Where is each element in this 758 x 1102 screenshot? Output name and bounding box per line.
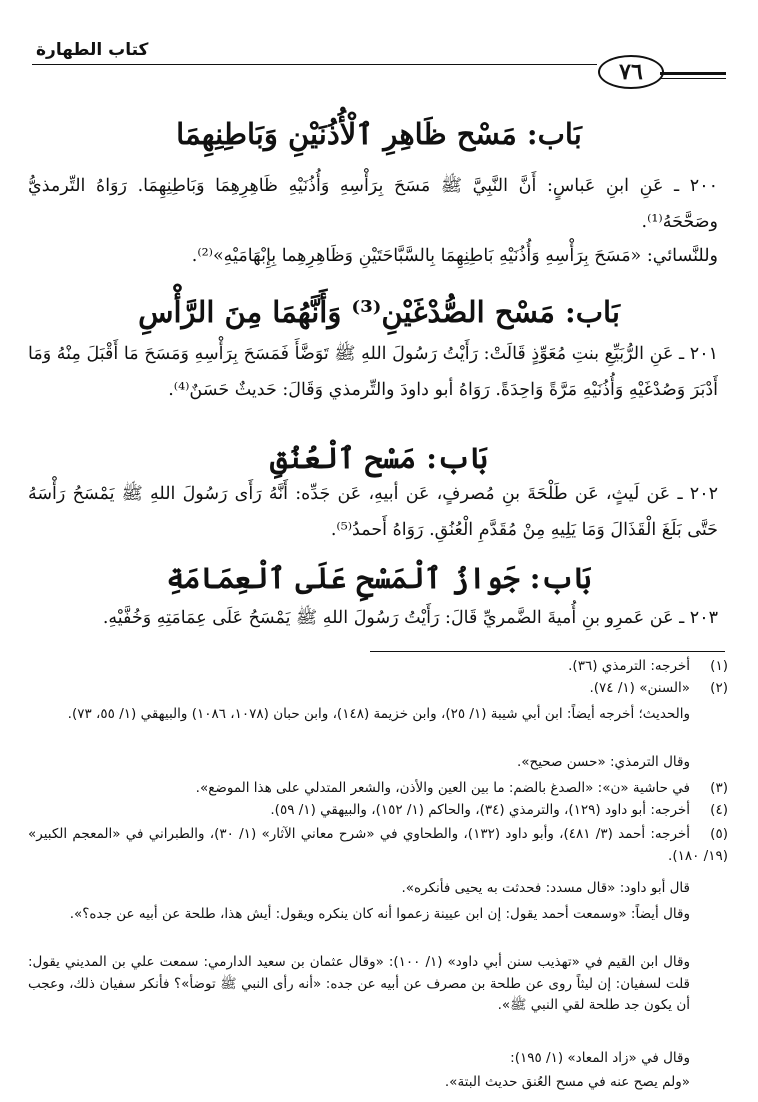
footnote-text: أخرجه: أبو داود (١٢٩)، والترمذي (٣٤)، والحاكم (١/ ١٥٢)، والبيهقي (١/ ٥٩). <box>270 802 690 818</box>
hadith-paragraph: ٢٠١ ـ عَنِ الرُّبَيِّعِ بنتِ مُعَوِّذٍ قَالَتْ: رَأَيْتُ رَسُولَ اللهِ ﷺ تَوَضَّأَ فَمَسَحَ بِرَأْسِهِ وَمَسَحَ مَا أَقْبَلَ مِنْهُ وَمَا أَدْبَرَ وَصُدْغَيْهِ وَأُذُنَيْهِ مَرَّةً وَاحِدَةً. رَوَاهُ أبو داودَ والتِّرمذي وَقَالَ: حَديثٌ حَسَنٌ⁽⁴⁾. <box>28 344 718 400</box>
header-rule-thick <box>660 72 726 75</box>
footnote <box>28 800 728 822</box>
footnote-continuation: وقال ابن القيم في «تهذيب سنن أبي داود» (١/ ١٠٠): «وقال عثمان بن سعيد الدارمي: سمعت علي بن المديني يقول: قلت لسفيان: إن ليثاً روى عن طلحة بن مصرف عن أبيه عن جده: «أنه رأى النبي ﷺ توضأ»؟ فأنكر سفيان ذلك، وعجب أن يكون جد طلحة لقي النبي ﷺ». <box>28 954 690 1013</box>
footnote <box>28 656 728 678</box>
footnote-continuation: وقال أيضاً: «وسمعت أحمد يقول: إن ابن عيينة زعموا أنه كان ينكره ويقول: أيش هذا، طلحة عن أبيه عن جده؟». <box>69 906 690 922</box>
footnote-text: أخرجه: الترمذي (٣٦). <box>568 658 690 674</box>
chapter-heading: بَاب: مَسْح ظَاهِرِ ٱلْأُذُنَيْنِ وَبَاطِنِهِمَا <box>176 117 582 151</box>
chapter-heading: بَاب: مَسْح ٱلْعُنُقِ <box>270 441 488 475</box>
hadith-paragraph: ٢٠٢ ـ عَن لَيثٍ، عَن طَلْحَةَ بنِ مُصرفٍ، عَن أبيهِ، عَن جَدِّه: أَنَّهُ رَأَى رَسُولَ اللهِ ﷺ يَمْسَحُ رَأْسَهُ حَتَّى بَلَغَ الْقَذَالَ وَمَا يَلِيهِ مِنْ مُقَدَّمِ الْعُنُقِ. رَوَاهُ أَحمدُ⁽⁵⁾. <box>28 484 718 540</box>
footnote-text: في حاشية «ن»: «الصدغ بالضم: ما بين العين والأذن، والشعر المتدلي على هذا الموضع». <box>195 780 690 796</box>
hadith-paragraph: وللنَّسائي: «مَسَحَ بِرَأْسِهِ وَأُذُنَيْهِ بَاطِنِهِمَا بِالسَّبَّاحَتَيْنِ وَظَاهِرِهِما بِإِبْهَامَيْهِ»⁽²⁾. <box>191 246 718 266</box>
footnote-continuation: وقال الترمذي: «حسن صحيح». <box>516 754 690 770</box>
page-number: ٧٦ <box>598 55 664 89</box>
footnote-number: (٢) <box>710 680 728 696</box>
footnote-number: (٥) <box>710 826 728 842</box>
footnote-continuation: «ولم يصح عنه في مسح العُنق حديث البتة». <box>444 1074 690 1090</box>
footnote-text: «السنن» (١/ ٧٤). <box>589 680 690 696</box>
chapter-heading: بَاب: جَوازُ ٱلْمَسْحِ عَلَى ٱلْعِمَامَةِ <box>166 561 592 595</box>
footnote-number: (٤) <box>710 802 728 818</box>
header-rule-thin <box>660 78 726 79</box>
header-rule <box>32 64 597 65</box>
footnote-text: أخرجه: أحمد (٣/ ٤٨١)، وأبو داود (١٣٢)، والطحاوي في «شرح معاني الآثار» (١/ ٣٠)، والطبراني في «المعجم الكبير» (١٩/ ١٨٠). <box>28 826 728 864</box>
footnote-number: (٣) <box>710 780 728 796</box>
running-head-book-title: كتاب الطهارة <box>36 40 149 60</box>
footnote-number: (١) <box>710 658 728 674</box>
footnote-continuation: قال أبو داود: «قال مسدد: فحدثت به يحيى فأنكره». <box>401 880 690 896</box>
footnote-continuation: وقال في «زاد المعاد» (١/ ١٩٥): <box>510 1050 690 1066</box>
footnote <box>28 678 728 700</box>
hadith-paragraph: ٢٠٣ ـ عَن عَمرِو بنِ أُميةَ الضَّمريِّ قَالَ: رَأَيْتُ رَسُولَ اللهِ ﷺ يَمْسَحُ عَلَى عِمَامَتِهِ وَخُفَّيْهِ. <box>102 608 718 628</box>
footnote <box>28 824 728 867</box>
footnote-separator <box>370 651 725 652</box>
chapter-heading: بَاب: مَسْح الصُّدْغَيْنِ⁽³⁾ وَأَنَّهُمَا مِنَ الرَّأْسِ <box>138 295 620 329</box>
footnote-continuation: والحديث؛ أخرجه أيضاً: ابن أبي شيبة (١/ ٢٥)، وابن خزيمة (١٤٨)، وابن حبان (١٠٧٨، ١٠٨٦) والبيهقي (١/ ٥٥، ٧٣). <box>67 706 690 722</box>
footnote <box>28 778 728 800</box>
hadith-paragraph: ٢٠٠ ـ عَنِ ابنِ عَباسٍ: أَنَّ النَّبِيَّ ﷺ مَسَحَ بِرَأْسِهِ وَأُذُنَيْهِ ظَاهِرِهِمَا وَبَاطِنِهِمَا. رَوَاهُ التِّرمذيُّ وصَحَّحَهُ⁽¹⁾. <box>28 176 718 232</box>
